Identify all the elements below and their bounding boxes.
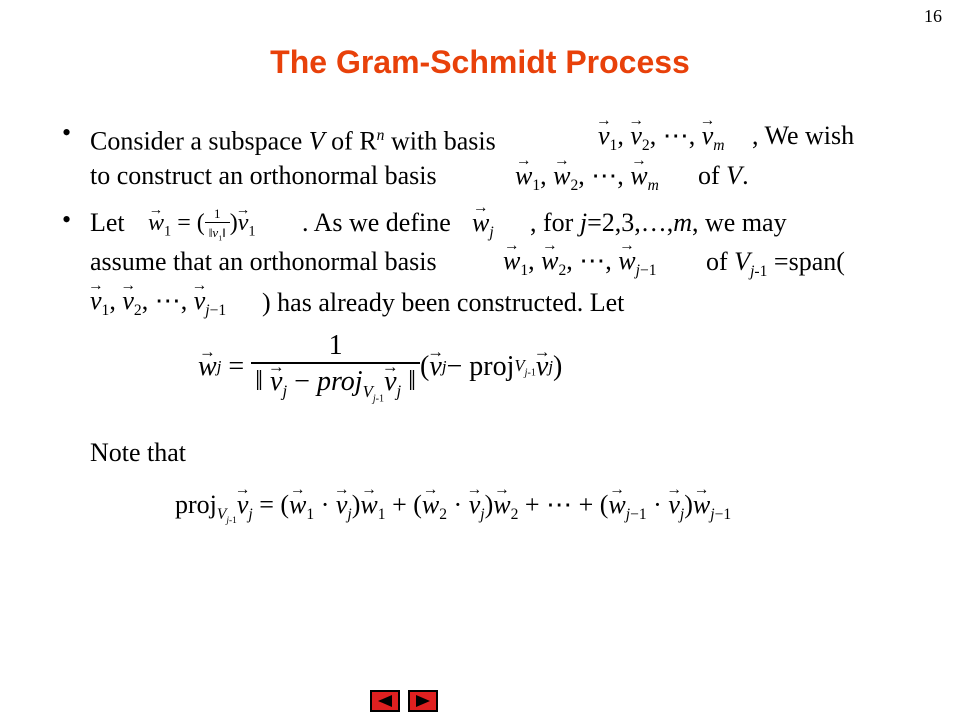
bullet-2-let: Let bbox=[90, 208, 125, 237]
projection-formula: proj$_{V_{j-1}}$→ $v_j$ = (→ $w_1$ · → $v_j)\to w_1$ + (→ $w_2$ · → $v_j)\to w_2$ + ⋯ + (→ $w_{j-1}$ · → $v_j)\to w_{j-1}$ bbox=[175, 490, 731, 526]
bullet-1-marker: • bbox=[62, 118, 72, 147]
bullet-1-line-2-end: of V. bbox=[698, 161, 749, 190]
w1-definition-formula: → $w_1$ = ( $\frac{1}{‖v_1‖}$ )→ $v_1$ bbox=[148, 206, 256, 243]
left-arrow-icon bbox=[376, 694, 394, 708]
next-slide-button[interactable] bbox=[408, 690, 438, 712]
gram-schmidt-formula: → w j = $\frac{1}{‖ \to v_j - proj_{V_{j-1}}\to v_j ‖}$ ( → v j − proj $V_{j-1}$ → v j ) bbox=[198, 330, 562, 404]
note-that-label: Note that bbox=[90, 438, 187, 467]
bullet-2-line-1-end: , for j=2,3,…,m, we may bbox=[530, 208, 787, 237]
bullet-2-line-3: ) has already been constructed. Let bbox=[262, 288, 625, 317]
bullet-2-marker: • bbox=[62, 205, 72, 234]
bullet-2-line-2: assume that an orthonormal basis bbox=[90, 247, 437, 276]
bullet-1-line-2: to construct an orthonormal basis bbox=[90, 161, 437, 190]
right-arrow-icon bbox=[414, 694, 432, 708]
basis-v-formula: → $v_1$, → $v_2$, ⋯, → $v_m$ bbox=[598, 121, 725, 155]
wj-formula: → $w_j$ bbox=[472, 208, 494, 242]
slide-title: The Gram-Schmidt Process bbox=[270, 44, 690, 80]
basis-w-j-1-formula: → $w_1$, → $w_2$, ⋯, → $w_{j-1}$ bbox=[503, 246, 657, 280]
bullet-1-line-1: Consider a subspace V of $R^n$ with basis bbox=[90, 126, 496, 156]
page-number: 16 bbox=[924, 6, 942, 26]
basis-w-formula: → $w_1$, → $w_2$, ⋯, → $w_m$ bbox=[515, 161, 659, 195]
bullet-2-as-we-define: . As we define bbox=[302, 208, 451, 237]
previous-slide-button[interactable] bbox=[370, 690, 400, 712]
basis-v-j-1-formula: → $v_1$, → $v_2$, ⋯, → $v_{j-1}$ bbox=[90, 286, 226, 320]
bullet-2-line-2-end: of $V_{j-1}$ =span( bbox=[706, 247, 845, 281]
bullet-1-line-1-end: , We wish bbox=[752, 121, 855, 150]
